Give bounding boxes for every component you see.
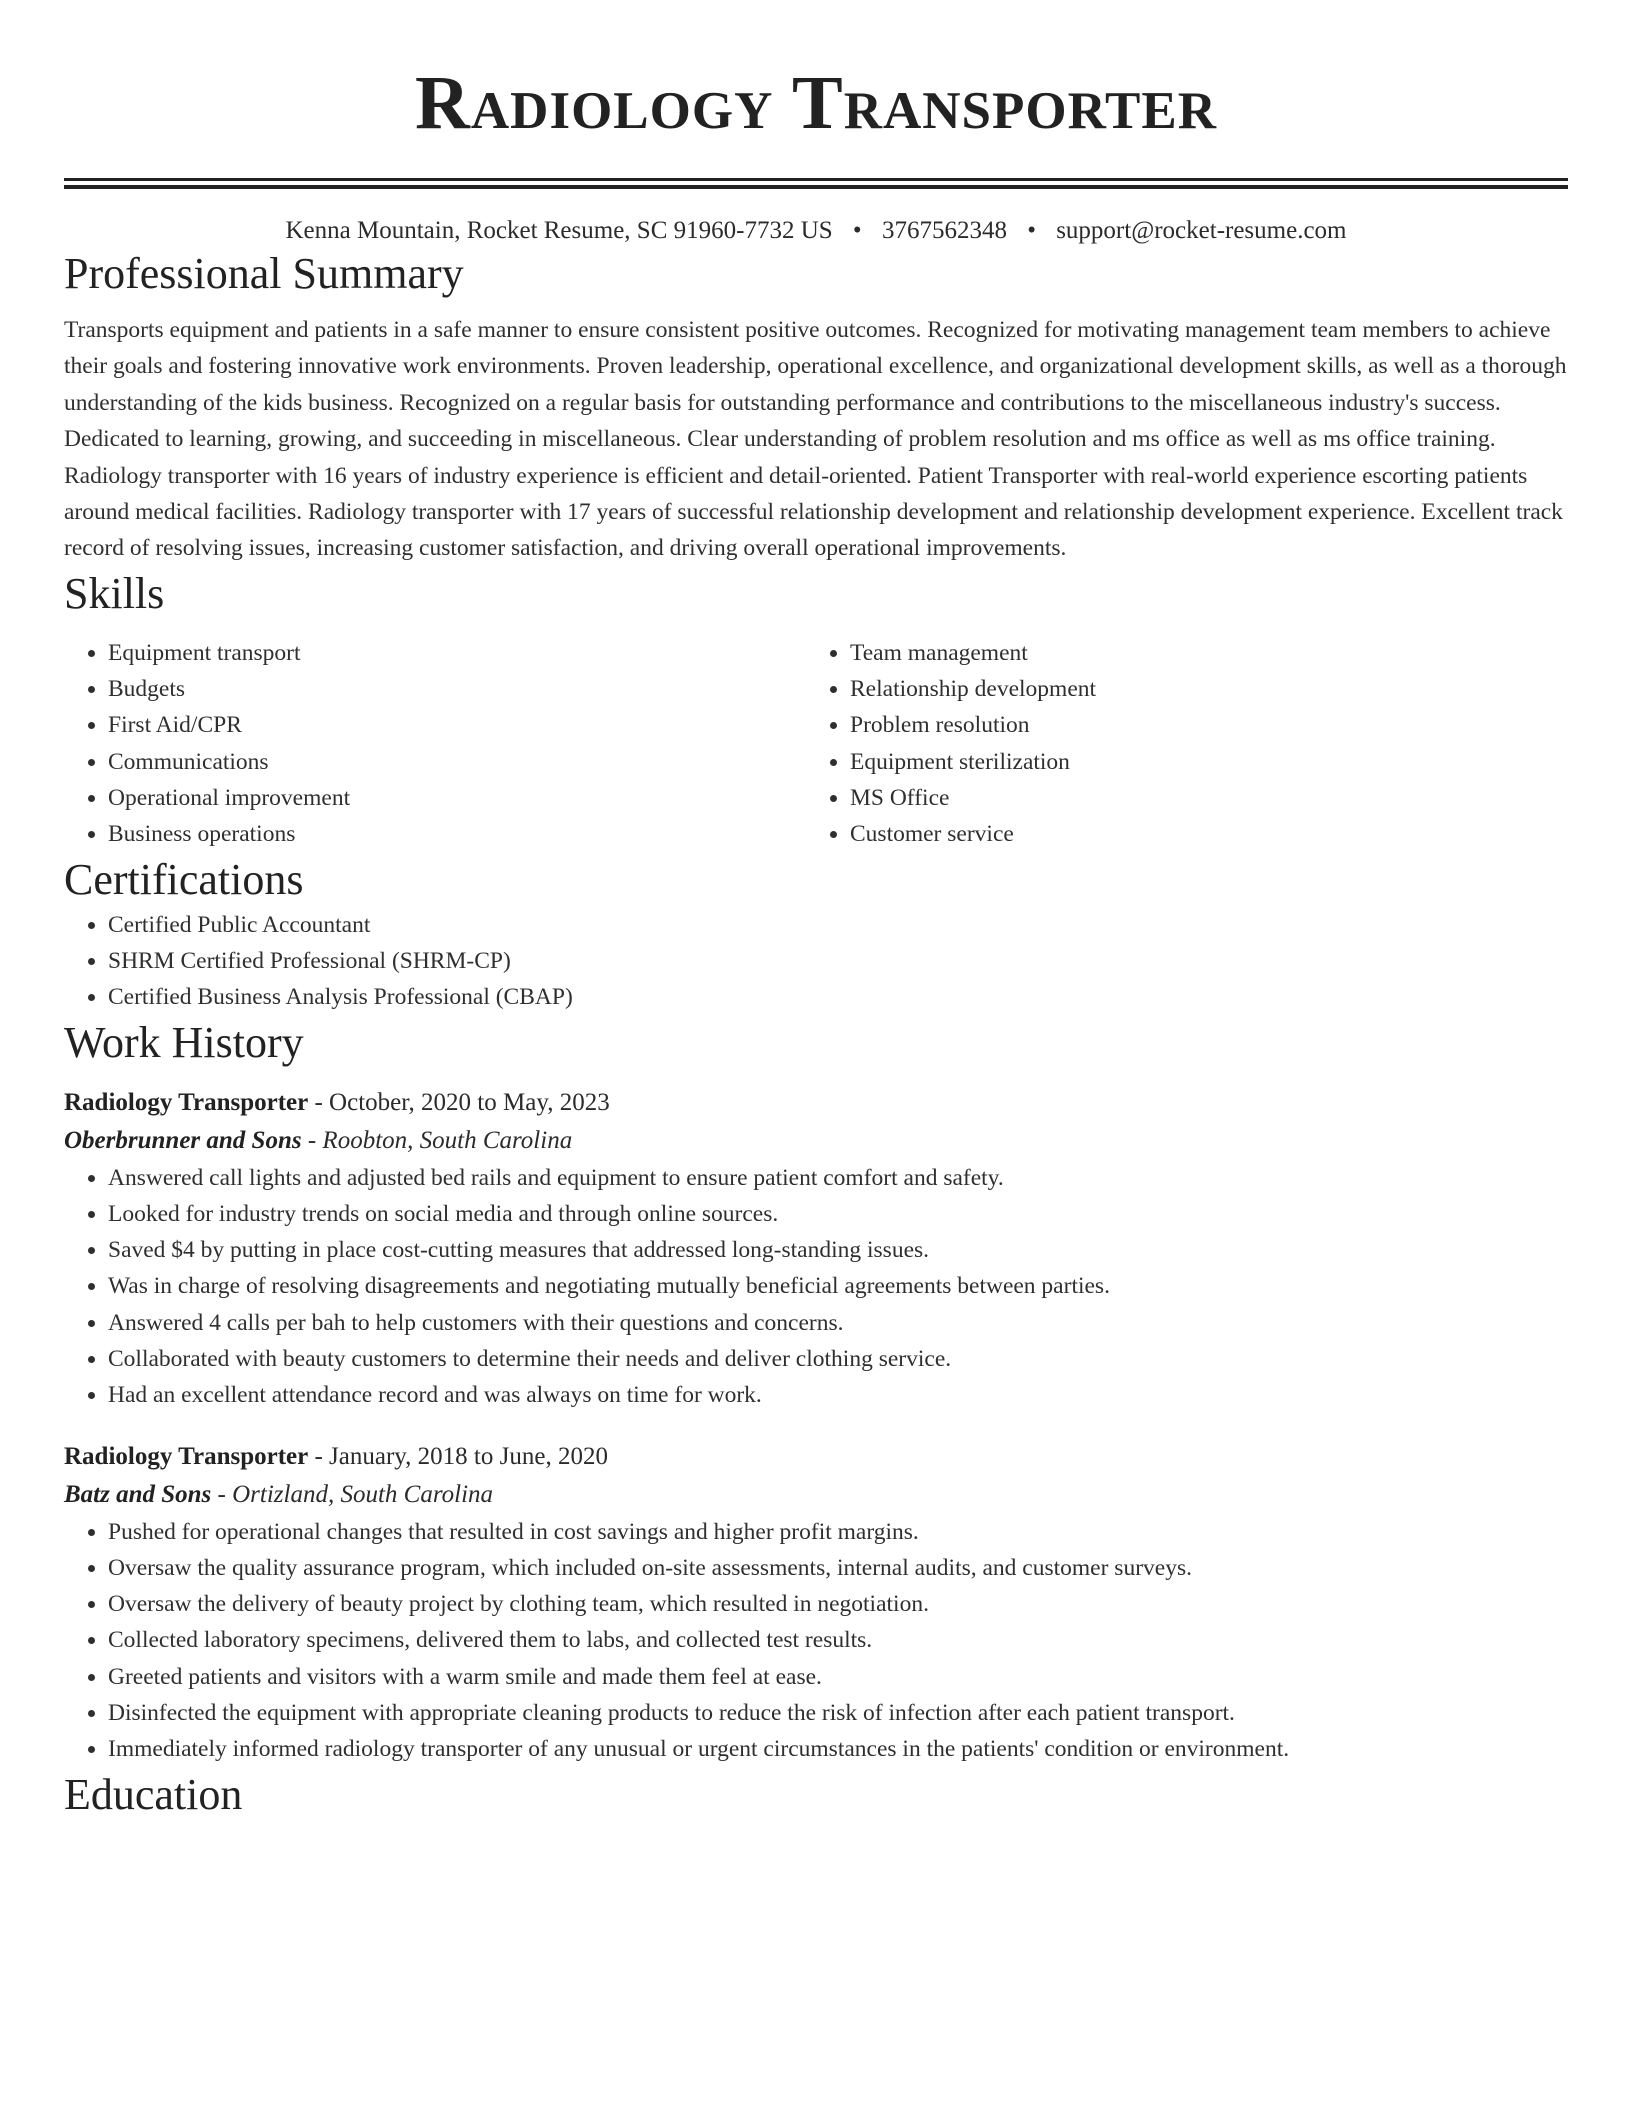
contact-separator: • — [852, 217, 862, 244]
skill-item: • Budgets — [108, 671, 806, 707]
certification-item: • Certified Business Analysis Professional (CBAP) — [108, 979, 1568, 1015]
job-company: Batz and Sons — [64, 1480, 212, 1508]
job-title-line — [64, 1084, 1568, 1122]
contact-line — [64, 215, 1568, 247]
job-company-line — [64, 1122, 1568, 1160]
skills-column-right — [806, 635, 1548, 853]
skills-column-left — [64, 635, 806, 853]
certification-item: • Certified Public Accountant — [108, 907, 1568, 943]
job-duty-item: • Oversaw the quality assurance program, which included on-site assessments, internal audits, and customer surveys. — [108, 1550, 1568, 1586]
skill-item: • Team management — [850, 635, 1548, 671]
skills-list-right — [806, 635, 1548, 853]
job-duty-item: • Greeted patients and visitors with a warm smile and made them feel at ease. — [108, 1659, 1568, 1695]
job-duty-item: • Was in charge of resolving disagreements and negotiating mutually beneficial agreements between parties. — [108, 1268, 1568, 1304]
skill-item: • Problem resolution — [850, 707, 1548, 743]
certifications-list — [64, 907, 1568, 1016]
job-duty-item: • Had an excellent attendance record and was always on time for work. — [108, 1377, 1568, 1413]
job-duty-item: • Answered call lights and adjusted bed rails and equipment to ensure patient comfort and safety. — [108, 1160, 1568, 1196]
skill-item: • Relationship development — [850, 671, 1548, 707]
job-dates: - October, 2020 to May, 2023 — [308, 1088, 610, 1116]
job-location: - Roobton, South Carolina — [301, 1126, 573, 1154]
job-entry — [64, 1084, 1568, 1414]
job-entry — [64, 1438, 1568, 1768]
job-duties-list — [64, 1160, 1568, 1414]
skill-item: • Customer service — [850, 816, 1548, 852]
skill-item: • Business operations — [108, 816, 806, 852]
skill-item: • Equipment transport — [108, 635, 806, 671]
skill-item: • First Aid/CPR — [108, 707, 806, 743]
contact-email: support@rocket-resume.com — [1056, 217, 1347, 244]
job-duty-item: • Looked for industry trends on social media and through online sources. — [108, 1196, 1568, 1232]
job-duty-item: • Answered 4 calls per bah to help customers with their questions and concerns. — [108, 1305, 1568, 1341]
job-duty-item: • Pushed for operational changes that resulted in cost savings and higher profit margins. — [108, 1514, 1568, 1550]
job-title: Radiology Transporter — [64, 1088, 309, 1116]
work-history-heading: Work History — [64, 1017, 304, 1067]
summary-text: Transports equipment and patients in a safe manner to ensure consistent positive outcomes. Recognized for motivating management team members to achieve their goals and fostering innovative work environments. Proven leadership, operational excellence, and organizational development skills, as well as a thorough understanding of the kids business. Recognized on a regular basis for outstanding performance and contributions to the miscellaneous industry's success. Dedicated to learning, growing, and succeeding in miscellaneous. Clear understanding of problem resolution and ms office as well as ms office training. Radiology transporter with 16 years of industry experience is efficient and detail-oriented. Patient Transporter with real-world experience escorting patients around medical facilities. Radiology transporter with 17 years of successful relationship development and relationship development experience. Excellent track record of resolving issues, increasing customer satisfaction, and driving overall operational improvements. — [64, 317, 1567, 562]
job-dates: - January, 2018 to June, 2020 — [308, 1442, 608, 1470]
skills-list-left — [64, 635, 806, 853]
contact-phone: 3767562348 — [881, 217, 1007, 244]
skill-item: • MS Office — [850, 780, 1548, 816]
skill-item: • Operational improvement — [108, 780, 806, 816]
contact-separator: • — [1027, 217, 1036, 244]
job-duty-item: • Disinfected the equipment with appropriate cleaning products to reduce the risk of infection after each patient transport. — [108, 1695, 1568, 1731]
certifications-heading: Certifications — [64, 854, 304, 904]
job-location: - Ortizland, South Carolina — [211, 1480, 494, 1508]
job-duty-item: • Saved $4 by putting in place cost-cutting measures that addressed long-standing issues. — [108, 1232, 1568, 1268]
skills-heading: Skills — [64, 568, 165, 618]
header-divider — [64, 178, 1568, 189]
job-duty-item: • Collaborated with beauty customers to determine their needs and deliver clothing service. — [108, 1341, 1568, 1377]
job-duty-item: • Immediately informed radiology transporter of any unusual or urgent circumstances in the patients' condition or environment. — [108, 1731, 1568, 1767]
contact-address: Kenna Mountain, Rocket Resume, SC 91960-7732 US — [285, 217, 833, 244]
skill-item: • Equipment sterilization — [850, 744, 1548, 780]
job-duty-item: • Collected laboratory specimens, delivered them to labs, and collected test results. — [108, 1622, 1568, 1658]
job-company-line — [64, 1476, 1568, 1514]
job-title-line — [64, 1438, 1568, 1476]
summary-heading: Professional Summary — [64, 249, 464, 298]
skills-grid — [64, 635, 1568, 853]
certification-item: • SHRM Certified Professional (SHRM-CP) — [108, 943, 1568, 979]
job-title: Radiology Transporter — [64, 1442, 309, 1470]
education-heading: Education — [64, 1769, 243, 1819]
skill-item: • Communications — [108, 744, 806, 780]
job-duty-item: • Oversaw the delivery of beauty project by clothing team, which resulted in negotiation. — [108, 1586, 1568, 1622]
job-duties-list — [64, 1514, 1568, 1768]
resume-name: Radiology Transporter — [415, 61, 1217, 145]
job-company: Oberbrunner and Sons — [64, 1126, 302, 1154]
